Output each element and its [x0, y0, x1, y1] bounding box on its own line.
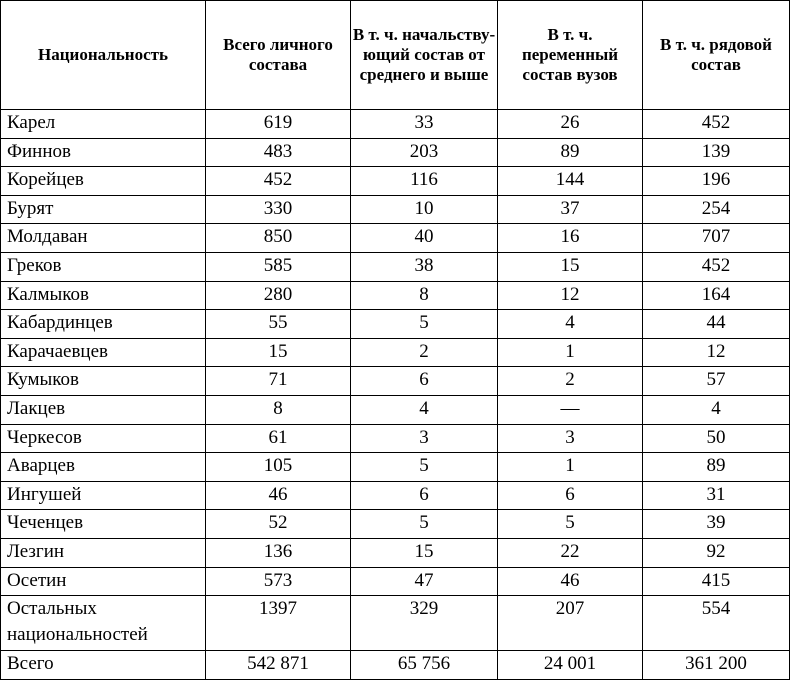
cell-students: 6	[498, 481, 643, 510]
cell-rank: 415	[643, 567, 790, 596]
cell-total: 280	[206, 281, 351, 310]
cell-command: 329	[351, 596, 498, 651]
table-row	[1, 281, 790, 310]
cell-command: 6	[351, 481, 498, 510]
cell-total: 15	[206, 338, 351, 367]
cell-rank: 39	[643, 510, 790, 539]
table-row	[1, 195, 790, 224]
cell-command: 116	[351, 167, 498, 196]
table-row	[1, 310, 790, 339]
table-body	[1, 110, 790, 680]
cell-nationality: Всего	[1, 651, 206, 680]
cell-students: 26	[498, 110, 643, 139]
cell-total: 330	[206, 195, 351, 224]
cell-total: 8	[206, 395, 351, 424]
table-row	[1, 338, 790, 367]
cell-total: 46	[206, 481, 351, 510]
cell-rank: 361 200	[643, 651, 790, 680]
table-row	[1, 252, 790, 281]
cell-nationality: Калмыков	[1, 281, 206, 310]
col-header-rank: В т. ч. рядовой состав	[643, 1, 790, 110]
cell-rank: 31	[643, 481, 790, 510]
cell-nationality: Лезгин	[1, 538, 206, 567]
cell-rank: 44	[643, 310, 790, 339]
table-row	[1, 510, 790, 539]
cell-command: 38	[351, 252, 498, 281]
cell-nationality: Корейцев	[1, 167, 206, 196]
cell-students: 89	[498, 138, 643, 167]
cell-command: 203	[351, 138, 498, 167]
cell-nationality: Бурят	[1, 195, 206, 224]
cell-command: 15	[351, 538, 498, 567]
cell-command: 5	[351, 310, 498, 339]
table-row	[1, 138, 790, 167]
cell-command: 5	[351, 510, 498, 539]
cell-command: 5	[351, 453, 498, 482]
cell-students: 4	[498, 310, 643, 339]
cell-total: 452	[206, 167, 351, 196]
cell-students: 1	[498, 338, 643, 367]
cell-students: 46	[498, 567, 643, 596]
cell-rank: 196	[643, 167, 790, 196]
table-row	[1, 538, 790, 567]
cell-students: 24 001	[498, 651, 643, 680]
cell-students: 1	[498, 453, 643, 482]
cell-command: 6	[351, 367, 498, 396]
header-row	[1, 1, 790, 110]
cell-students: 16	[498, 224, 643, 253]
cell-nationality: Лакцев	[1, 395, 206, 424]
cell-students: 3	[498, 424, 643, 453]
cell-total: 136	[206, 538, 351, 567]
cell-rank: 164	[643, 281, 790, 310]
cell-nationality: Аварцев	[1, 453, 206, 482]
cell-nationality: Финнов	[1, 138, 206, 167]
cell-nationality: Карел	[1, 110, 206, 139]
col-header-students: В т. ч. переменный состав вузов	[498, 1, 643, 110]
cell-nationality: Остальных национальностей	[1, 596, 206, 651]
cell-students: 37	[498, 195, 643, 224]
cell-rank: 452	[643, 252, 790, 281]
cell-rank: 707	[643, 224, 790, 253]
cell-command: 2	[351, 338, 498, 367]
cell-students: 207	[498, 596, 643, 651]
cell-rank: 57	[643, 367, 790, 396]
cell-nationality: Греков	[1, 252, 206, 281]
cell-students: 144	[498, 167, 643, 196]
cell-total: 105	[206, 453, 351, 482]
col-header-total: Всего личного состава	[206, 1, 351, 110]
cell-nationality: Ингушей	[1, 481, 206, 510]
cell-rank: 50	[643, 424, 790, 453]
table-row	[1, 596, 790, 651]
cell-students: 2	[498, 367, 643, 396]
cell-total: 619	[206, 110, 351, 139]
table-row	[1, 395, 790, 424]
cell-total: 573	[206, 567, 351, 596]
cell-command: 4	[351, 395, 498, 424]
cell-command: 40	[351, 224, 498, 253]
cell-students: 15	[498, 252, 643, 281]
cell-command: 10	[351, 195, 498, 224]
cell-students: 5	[498, 510, 643, 539]
cell-rank: 4	[643, 395, 790, 424]
cell-rank: 12	[643, 338, 790, 367]
table-row	[1, 567, 790, 596]
cell-students: —	[498, 395, 643, 424]
cell-total: 1397	[206, 596, 351, 651]
table-row	[1, 453, 790, 482]
table-row	[1, 167, 790, 196]
cell-command: 65 756	[351, 651, 498, 680]
cell-nationality: Осетин	[1, 567, 206, 596]
cell-nationality: Черкесов	[1, 424, 206, 453]
cell-total: 61	[206, 424, 351, 453]
table-row	[1, 367, 790, 396]
cell-command: 47	[351, 567, 498, 596]
cell-total: 71	[206, 367, 351, 396]
table-row	[1, 651, 790, 680]
cell-rank: 452	[643, 110, 790, 139]
cell-rank: 254	[643, 195, 790, 224]
cell-students: 22	[498, 538, 643, 567]
table-row	[1, 110, 790, 139]
cell-total: 585	[206, 252, 351, 281]
cell-command: 8	[351, 281, 498, 310]
cell-total: 483	[206, 138, 351, 167]
cell-total: 55	[206, 310, 351, 339]
cell-command: 33	[351, 110, 498, 139]
table-row	[1, 224, 790, 253]
cell-nationality: Кумыков	[1, 367, 206, 396]
cell-students: 12	[498, 281, 643, 310]
cell-rank: 554	[643, 596, 790, 651]
cell-nationality: Кабардинцев	[1, 310, 206, 339]
cell-rank: 139	[643, 138, 790, 167]
col-header-nationality: Национальность	[1, 1, 206, 110]
col-header-command: В т. ч. начальству-ющий состав от среднего и выше	[351, 1, 498, 110]
cell-total: 542 871	[206, 651, 351, 680]
cell-rank: 89	[643, 453, 790, 482]
cell-command: 3	[351, 424, 498, 453]
cell-rank: 92	[643, 538, 790, 567]
table-row	[1, 481, 790, 510]
cell-nationality: Молдаван	[1, 224, 206, 253]
table-row	[1, 424, 790, 453]
cell-nationality: Чеченцев	[1, 510, 206, 539]
cell-total: 52	[206, 510, 351, 539]
cell-total: 850	[206, 224, 351, 253]
cell-nationality: Карачаевцев	[1, 338, 206, 367]
